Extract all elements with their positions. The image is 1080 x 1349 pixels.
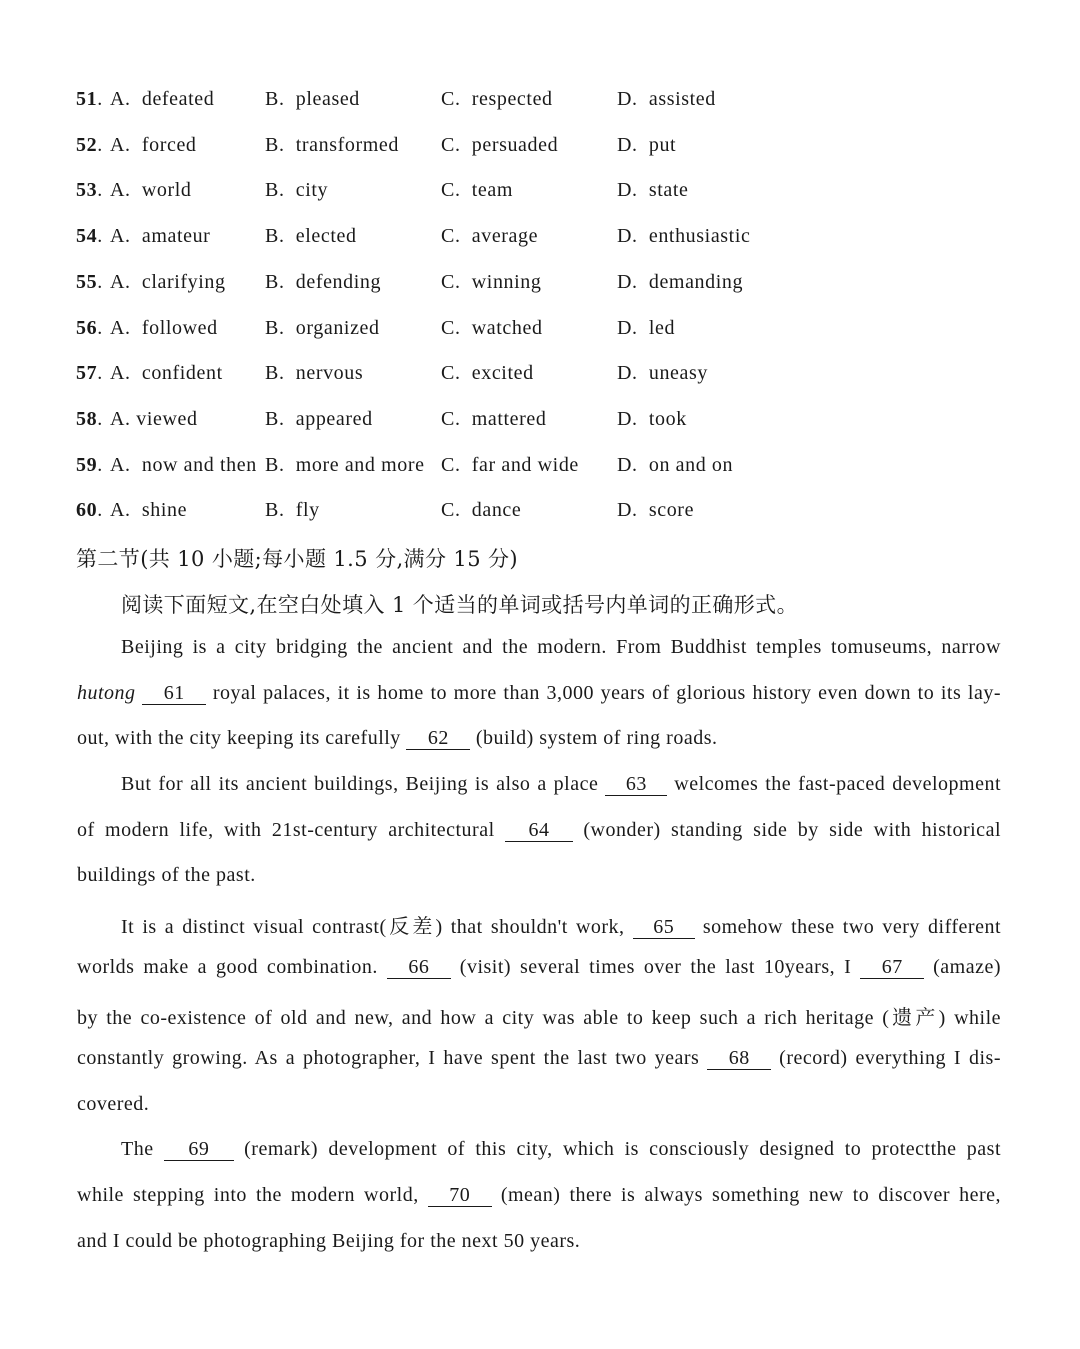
option-a[interactable]: A. shine — [110, 499, 188, 522]
option-b[interactable]: B. nervous — [265, 362, 364, 385]
option-b[interactable]: B. more and more — [265, 453, 425, 476]
option-c[interactable]: C. persuaded — [441, 133, 559, 156]
passage-line — [77, 1230, 1001, 1262]
blank-62[interactable]: 62 — [406, 727, 470, 750]
option-d[interactable]: D. score — [617, 499, 695, 522]
option-b[interactable]: B. pleased — [265, 88, 360, 110]
passage-text: constantly growing. As a photographer, I have spent the last two years — [77, 1047, 700, 1069]
option-b[interactable]: B. organized — [265, 316, 380, 339]
blank-68[interactable]: 68 — [707, 1047, 771, 1070]
passage-text: ) while — [938, 1007, 1002, 1029]
section-heading: 第二节(共 10 小题;每小题 1.5 分,满分 15 分) — [76, 547, 519, 571]
option-d[interactable]: D. put — [617, 133, 677, 156]
option-b[interactable]: B. defending — [265, 270, 382, 293]
option-c[interactable]: C. winning — [441, 270, 542, 293]
passage-text: and I could be photographing Beijing for the next 50 years. — [77, 1230, 581, 1252]
passage-text: (amaze) — [933, 956, 1002, 978]
blank-65[interactable]: 65 — [633, 916, 695, 939]
option-c[interactable]: C. far and wide — [441, 453, 579, 476]
option-c[interactable]: C. average — [441, 225, 539, 248]
passage-line — [77, 1001, 1001, 1033]
option-c[interactable]: C. watched — [441, 316, 543, 339]
question-row — [0, 134, 1080, 164]
question-number: 53. — [76, 179, 103, 202]
blank-67[interactable]: 67 — [860, 956, 924, 979]
option-a[interactable]: A. forced — [110, 133, 197, 156]
blank-69[interactable]: 69 — [164, 1138, 234, 1161]
passage-text: welcomes the fast-paced development — [674, 773, 1002, 795]
passage-line — [121, 636, 1001, 668]
question-row — [0, 225, 1080, 255]
question-row — [0, 362, 1080, 392]
passage-text: (build) system of ring roads. — [475, 727, 718, 749]
option-d[interactable]: D. on and on — [617, 453, 734, 476]
question-number: 51. — [76, 88, 103, 110]
passage-text: hutong — [77, 682, 136, 704]
option-a[interactable]: A. world — [110, 179, 192, 202]
option-b[interactable]: B. transformed — [265, 133, 399, 156]
passage-text: (record) everything I dis- — [779, 1047, 1002, 1069]
passage-text: 遗产 — [889, 1005, 939, 1029]
question-number: 54. — [76, 225, 103, 248]
question-number: 56. — [76, 316, 103, 339]
option-d[interactable]: D. enthusiastic — [617, 225, 751, 248]
question-number: 58. — [76, 407, 103, 430]
question-row — [0, 454, 1080, 484]
question-number: 52. — [76, 133, 103, 156]
passage-text: of modern life, with 21st-century architectural — [77, 819, 495, 841]
passage-text: buildings of the past. — [77, 864, 256, 886]
passage-text: (remark) development of this city, which is consciously designed to protectthe past — [244, 1138, 1001, 1160]
option-a[interactable]: A. defeated — [110, 88, 215, 110]
option-a[interactable]: A. amateur — [110, 225, 211, 248]
passage-text: worlds make a good combination. — [77, 956, 378, 978]
passage-line — [77, 819, 1001, 851]
passage-text: somehow these two very different — [702, 916, 1002, 938]
option-d[interactable]: D. led — [617, 316, 676, 339]
passage-line — [77, 956, 1001, 988]
question-row — [0, 88, 1080, 118]
passage-text: It is a distinct visual contrast( — [121, 916, 387, 938]
passage-text: royal palaces, it is home to more than 3,000 years of glorious history even down to its lay- — [212, 682, 1002, 704]
question-number: 60. — [76, 499, 103, 522]
option-c[interactable]: C. mattered — [441, 407, 547, 430]
option-c[interactable]: C. dance — [441, 499, 522, 522]
option-b[interactable]: B. appeared — [265, 407, 373, 430]
passage-text: But for all its ancient buildings, Beijing is also a place — [121, 773, 599, 795]
option-c[interactable]: C. team — [441, 179, 514, 202]
option-c[interactable]: C. respected — [441, 88, 553, 110]
passage-text: by the co-existence of old and new, and how a city was able to keep such a rich heritage ( — [77, 1007, 890, 1029]
passage-text: The — [121, 1138, 154, 1160]
passage-line — [77, 1093, 1001, 1125]
option-d[interactable]: D. state — [617, 179, 689, 202]
passage-text: Beijing is a city bridging the ancient and the modern. From Buddhist temples tomuseums, narrow — [121, 636, 1001, 658]
blank-70[interactable]: 70 — [428, 1184, 492, 1207]
option-a[interactable]: A. confident — [110, 362, 223, 385]
question-row — [0, 499, 1080, 529]
blank-66[interactable]: 66 — [387, 956, 451, 979]
passage-text: 反差 — [386, 914, 436, 938]
passage-line — [77, 1047, 1001, 1079]
option-d[interactable]: D. assisted — [617, 88, 716, 110]
option-d[interactable]: D. took — [617, 407, 687, 430]
passage-text: while stepping into the modern world, — [77, 1184, 419, 1206]
question-row — [0, 317, 1080, 347]
passage-line — [77, 682, 1001, 714]
question-number: 55. — [76, 270, 103, 293]
option-d[interactable]: D. demanding — [617, 270, 744, 293]
option-c[interactable]: C. excited — [441, 362, 534, 385]
option-d[interactable]: D. uneasy — [617, 362, 708, 385]
option-b[interactable]: B. fly — [265, 499, 320, 522]
blank-61[interactable]: 61 — [142, 682, 206, 705]
option-a[interactable]: A. now and then — [110, 453, 257, 476]
passage-line — [121, 910, 1001, 942]
question-number: 57. — [76, 362, 103, 385]
passage-text: covered. — [77, 1093, 150, 1115]
question-row — [0, 271, 1080, 301]
passage-text: (wonder) standing side by side with historical — [583, 819, 1001, 841]
question-number: 59. — [76, 453, 103, 476]
passage-line — [77, 1184, 1001, 1216]
passage-line — [121, 773, 1001, 805]
passage-line — [121, 1138, 1001, 1170]
passage-text: (mean) there is always something new to discover here, — [500, 1184, 1001, 1206]
option-a[interactable]: A. viewed — [110, 407, 198, 430]
question-row — [0, 179, 1080, 209]
section-instruction: 阅读下面短文,在空白处填入 1 个适当的单词或括号内单词的正确形式。 — [121, 593, 798, 617]
blank-63[interactable]: 63 — [605, 773, 667, 796]
option-a[interactable]: A. clarifying — [110, 270, 226, 293]
blank-64[interactable]: 64 — [505, 819, 573, 842]
question-row — [0, 408, 1080, 438]
passage-text: ) that shouldn't work, — [435, 916, 625, 938]
option-b[interactable]: B. elected — [265, 225, 357, 248]
option-a[interactable]: A. followed — [110, 316, 218, 339]
option-b[interactable]: B. city — [265, 179, 329, 202]
passage-line — [77, 864, 1001, 896]
passage-line — [77, 727, 1001, 759]
passage-text: (visit) several times over the last 10years, I — [459, 956, 852, 978]
passage-text: out, with the city keeping its carefully — [77, 727, 401, 749]
